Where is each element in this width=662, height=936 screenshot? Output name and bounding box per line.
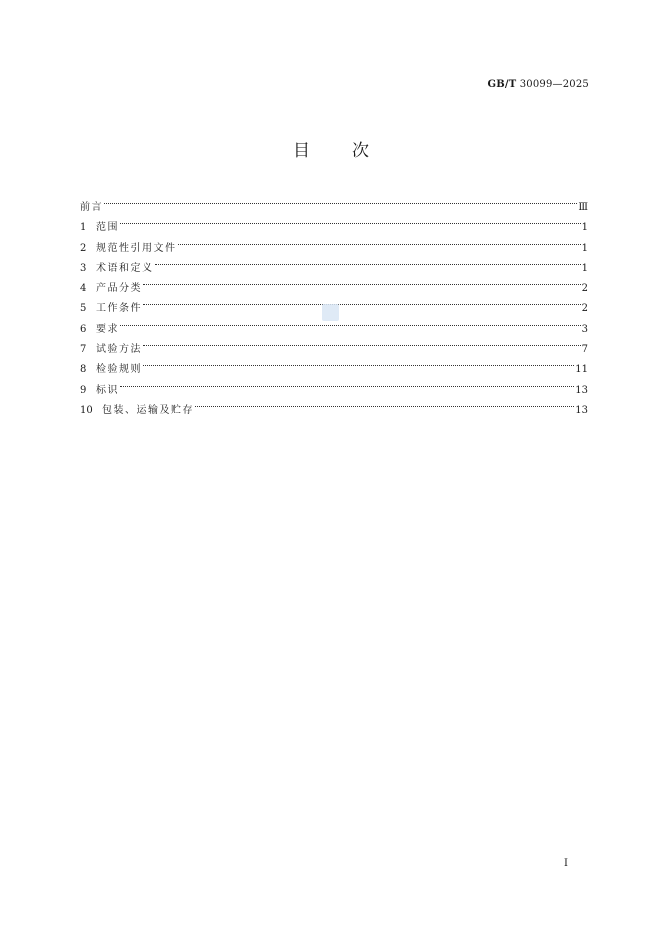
toc-entry-page: 11	[575, 364, 588, 376]
toc-entry-label: 术语和定义	[96, 262, 154, 274]
toc-leader-dots	[120, 312, 581, 332]
toc-entry-8[interactable]	[80, 352, 588, 376]
toc-leader-dots	[104, 190, 577, 210]
toc-entry-page: 3	[581, 323, 588, 335]
toc-entry-label: 前言	[80, 202, 103, 213]
toc-entry-label: 检验规则	[96, 364, 142, 376]
toc-leader-dots	[120, 373, 574, 393]
toc-entry-4[interactable]	[80, 271, 588, 295]
toc-entry-10[interactable]	[80, 393, 588, 416]
toc-entry-page: 7	[581, 344, 588, 356]
toc-leader-dots	[143, 332, 581, 352]
standard-number	[487, 79, 589, 90]
page-title: 目次	[293, 141, 411, 161]
toc-entry-number: 5	[80, 303, 87, 315]
toc-leader-dots	[143, 352, 574, 372]
toc-entry-label: 试验方法	[96, 344, 142, 356]
toc-entry-page: 2	[581, 283, 588, 295]
toc-entry-foreword[interactable]	[80, 190, 588, 213]
toc-entry-page: 1	[581, 242, 588, 254]
toc-leader-dots	[155, 251, 581, 271]
toc-entry-page: 1	[581, 262, 588, 274]
toc-entry-number: 3	[80, 262, 87, 274]
toc-entry-label: 要求	[96, 323, 119, 335]
toc-entry-2[interactable]	[80, 231, 588, 254]
toc-leader-dots	[143, 291, 581, 311]
toc-entry-number: 8	[80, 364, 87, 376]
toc-entry-number: 9	[80, 384, 87, 396]
toc-entry-number: 1	[80, 222, 87, 234]
standard-prefix: GB/T	[487, 79, 517, 90]
toc-entry-label: 规范性引用文件	[96, 242, 177, 254]
standard-code: 30099—2025	[519, 79, 589, 90]
toc-entry-number: 10	[80, 404, 93, 416]
table-of-contents	[80, 190, 588, 416]
toc-leader-dots	[195, 393, 574, 413]
toc-entry-1[interactable]	[80, 210, 588, 234]
toc-entry-9[interactable]	[80, 373, 588, 396]
toc-entry-page: 13	[575, 384, 588, 396]
toc-entry-number: 6	[80, 323, 87, 335]
toc-entry-number: 2	[80, 242, 87, 254]
toc-entry-label: 产品分类	[96, 283, 142, 295]
toc-entry-page: 13	[575, 404, 588, 416]
toc-entry-page: 1	[581, 222, 588, 234]
toc-entry-label: 范围	[96, 222, 119, 234]
toc-entry-label: 工作条件	[96, 303, 142, 315]
toc-entry-number: 4	[80, 283, 87, 295]
toc-entry-label: 包装、运输及贮存	[102, 404, 194, 416]
toc-entry-number: 7	[80, 344, 87, 356]
toc-leader-dots	[178, 231, 581, 251]
watermark-stamp	[322, 304, 339, 321]
toc-entry-3[interactable]	[80, 251, 588, 274]
toc-leader-dots	[143, 271, 581, 291]
toc-entry-label: 标识	[96, 384, 119, 396]
toc-entry-page: 2	[581, 303, 588, 315]
toc-entry-7[interactable]	[80, 332, 588, 356]
page-number: Ⅰ	[564, 858, 568, 869]
toc-leader-dots	[120, 210, 581, 230]
toc-entry-page: Ⅲ	[578, 202, 588, 213]
